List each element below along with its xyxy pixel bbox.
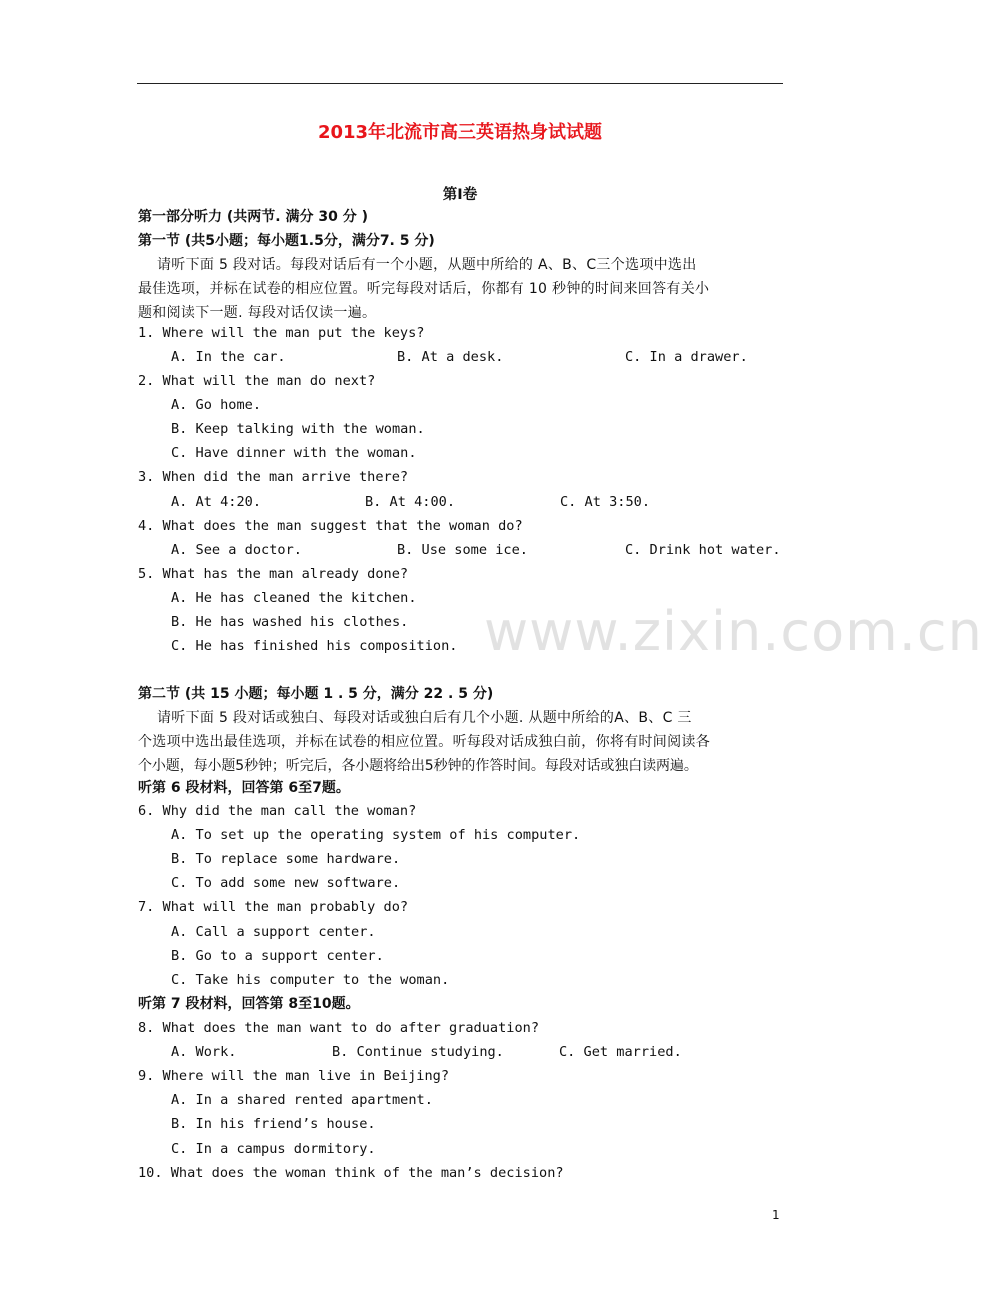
question-6-option-a[interactable]: A. To set up the operating system of his computer. (171, 827, 581, 843)
section2-instructions-2: 个选项中选出最佳选项，并标在试卷的相应位置。听每段对话成独白前，你将有时间阅读各 (138, 734, 710, 750)
question-7-option-c[interactable]: C. Take his computer to the woman. (171, 972, 450, 988)
question-3-option-a[interactable]: A. At 4:20. (171, 494, 262, 510)
page-title: 2013年北流市高三英语热身试试题 (317, 122, 603, 143)
question-9-option-b[interactable]: B. In his friend’s house. (171, 1116, 376, 1132)
question-7-stem: 7. What will the man probably do? (138, 899, 409, 915)
section1-instructions-2: 最佳选项，并标在试卷的相应位置。听完每段对话后，你都有 10 秒钟的时间来回答有关小 (138, 281, 710, 297)
question-2-option-a[interactable]: A. Go home. (171, 397, 262, 413)
header-rule (137, 83, 783, 84)
material-7-heading: 听第 7 段材料，回答第 8至10题。 (138, 996, 360, 1012)
question-7-option-b[interactable]: B. Go to a support center. (171, 948, 384, 964)
question-6-option-c[interactable]: C. To add some new software. (171, 875, 401, 891)
question-8-stem: 8. What does the man want to do after graduation? (138, 1020, 540, 1036)
question-2-option-b[interactable]: B. Keep talking with the woman. (171, 421, 425, 437)
question-3-option-b[interactable]: B. At 4:00. (365, 494, 456, 510)
section1-heading: 第一节 (共5小题；每小题1.5分，满分7. 5 分) (138, 233, 435, 249)
question-7-option-a[interactable]: A. Call a support center. (171, 924, 376, 940)
question-1-stem: 1. Where will the man put the keys? (138, 325, 425, 341)
question-3-stem: 3. When did the man arrive there? (138, 469, 409, 485)
question-8-option-c[interactable]: C. Get married. (559, 1044, 682, 1060)
question-8-option-b[interactable]: B. Continue studying. (332, 1044, 504, 1060)
section2-instructions-3: 个小题，每小题5秒钟；听完后，各小题将给出5秒钟的作答时间。每段对话或独白读两遍。 (138, 758, 698, 774)
question-5-option-b[interactable]: B. He has washed his clothes. (171, 614, 409, 630)
question-3-option-c[interactable]: C. At 3:50. (560, 494, 651, 510)
question-1-option-b[interactable]: B. At a desk. (397, 349, 504, 365)
question-9-option-a[interactable]: A. In a shared rented apartment. (171, 1092, 433, 1108)
question-5-stem: 5. What has the man already done? (138, 566, 409, 582)
volume-label: 第Ⅰ卷 (442, 187, 478, 203)
question-4-option-c[interactable]: C. Drink hot water. (625, 542, 781, 558)
question-4-option-a[interactable]: A. See a doctor. (171, 542, 302, 558)
question-5-option-c[interactable]: C. He has finished his composition. (171, 638, 458, 654)
question-2-option-c[interactable]: C. Have dinner with the woman. (171, 445, 417, 461)
question-4-stem: 4. What does the man suggest that the woman do? (138, 518, 523, 534)
watermark: www.zixin.com.cn (484, 600, 983, 663)
page-number: 1 (772, 1208, 780, 1222)
question-6-stem: 6. Why did the man call the woman? (138, 803, 417, 819)
section2-heading: 第二节 (共 15 小题；每小题 1 . 5 分，满分 22 . 5 分) (138, 686, 494, 702)
material-6-heading: 听第 6 段材料，回答第 6至7题。 (138, 780, 350, 796)
part1-heading: 第一部分听力 (共两节. 满分 30 分 ) (138, 209, 368, 225)
question-1-option-a[interactable]: A. In the car. (171, 349, 286, 365)
question-5-option-a[interactable]: A. He has cleaned the kitchen. (171, 590, 417, 606)
question-1-option-c[interactable]: C. In a drawer. (625, 349, 748, 365)
section1-instructions-3: 题和阅读下一题. 每段对话仅读一遍。 (138, 305, 377, 321)
question-9-stem: 9. Where will the man live in Beijing? (138, 1068, 449, 1084)
question-4-option-b[interactable]: B. Use some ice. (397, 542, 528, 558)
question-8-option-a[interactable]: A. Work. (171, 1044, 237, 1060)
question-6-option-b[interactable]: B. To replace some hardware. (171, 851, 401, 867)
question-10-stem: 10. What does the woman think of the man’s decision? (138, 1165, 564, 1181)
section2-instructions-1: 请听下面 5 段对话或独白、每段对话或独白后有几个小题. 从题中所给的A、B、C 三 (138, 710, 692, 726)
question-9-option-c[interactable]: C. In a campus dormitory. (171, 1141, 376, 1157)
question-2-stem: 2. What will the man do next? (138, 373, 376, 389)
section1-instructions-1: 请听下面 5 段对话。每段对话后有一个小题，从题中所给的 A、B、C三个选项中选出 (138, 257, 697, 273)
